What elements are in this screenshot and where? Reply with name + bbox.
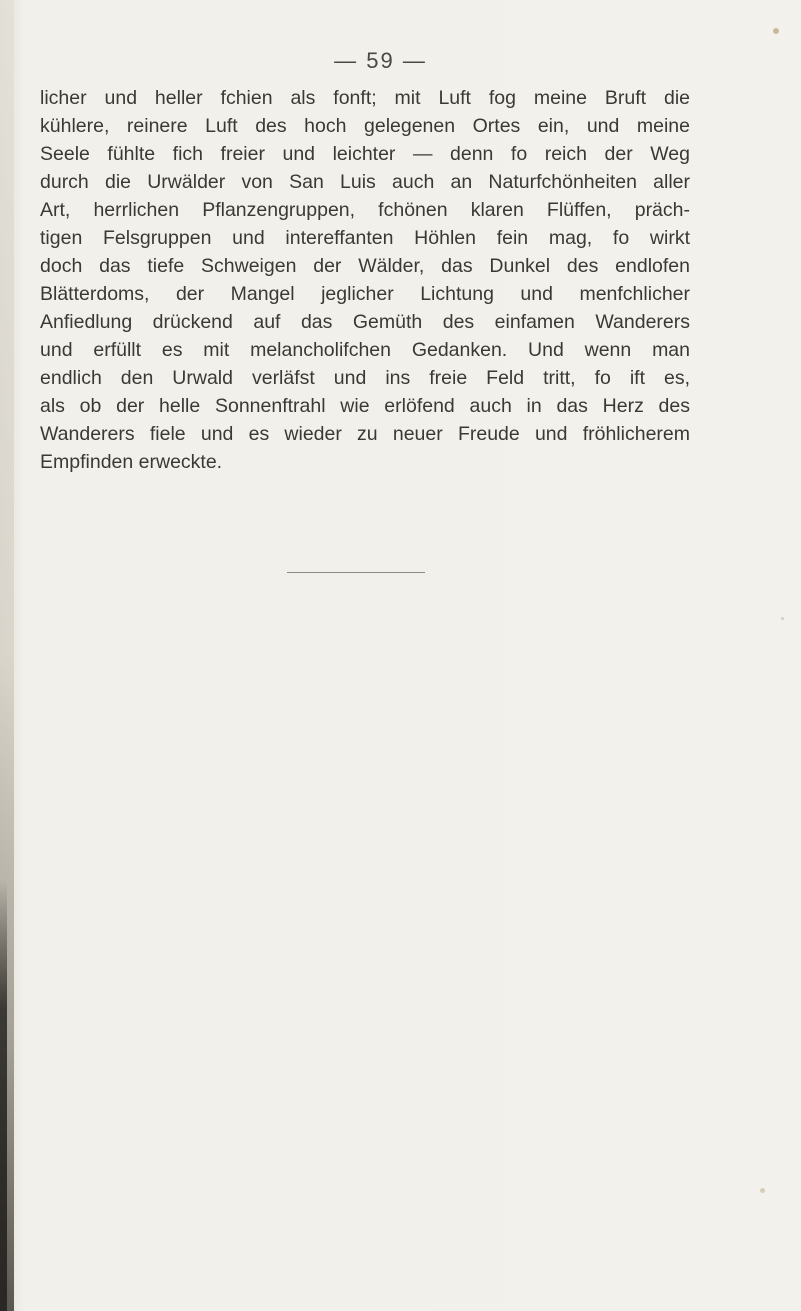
text-line: Blätterdoms, der Mangel jeglicher Lichtung und menfchlicher [40,283,690,305]
text-line: Wanderers fiele und es wieder zu neuer Freude und fröhlicherem [40,423,690,445]
text-line: Seele fühlte fich freier und leichter — denn fo reich der Weg [40,143,690,165]
text-line: licher und heller fchien als fonft; mit Luft fog meine Bruft die [40,87,690,109]
body-paragraph [40,84,690,476]
page-gutter-dark-edge [0,880,7,1311]
paper-speck [760,1188,765,1193]
text-line: Empfinden erweckte. [40,451,223,473]
page-number: — 59 — [334,48,427,73]
text-line: als ob der helle Sonnenftrahl wie erlöfend auch in das Herz des [40,395,690,417]
text-line: und erfüllt es mit melancholifchen Gedanken. Und wenn man [40,339,690,361]
text-line: kühlere, reinere Luft des hoch gelegenen Ortes ein, und meine [40,115,690,137]
text-line: endlich den Urwald verläfst und ins freie Feld tritt, fo ift es, [40,367,690,389]
text-line: Art, herrlichen Pflanzengruppen, fchönen klaren Flüffen, präch- [40,199,690,221]
text-line: Anfiedlung drückend auf das Gemüth des einfamen Wanderers [40,311,690,333]
paper-speck [781,617,784,620]
paper-speck [773,28,779,34]
text-line: durch die Urwälder von San Luis auch an Naturfchönheiten aller [40,171,690,193]
section-divider-rule [287,572,425,573]
text-line: doch das tiefe Schweigen der Wälder, das Dunkel des endlofen [40,255,690,277]
text-line: tigen Felsgruppen und intereffanten Höhlen fein mag, fo wirkt [40,227,690,249]
